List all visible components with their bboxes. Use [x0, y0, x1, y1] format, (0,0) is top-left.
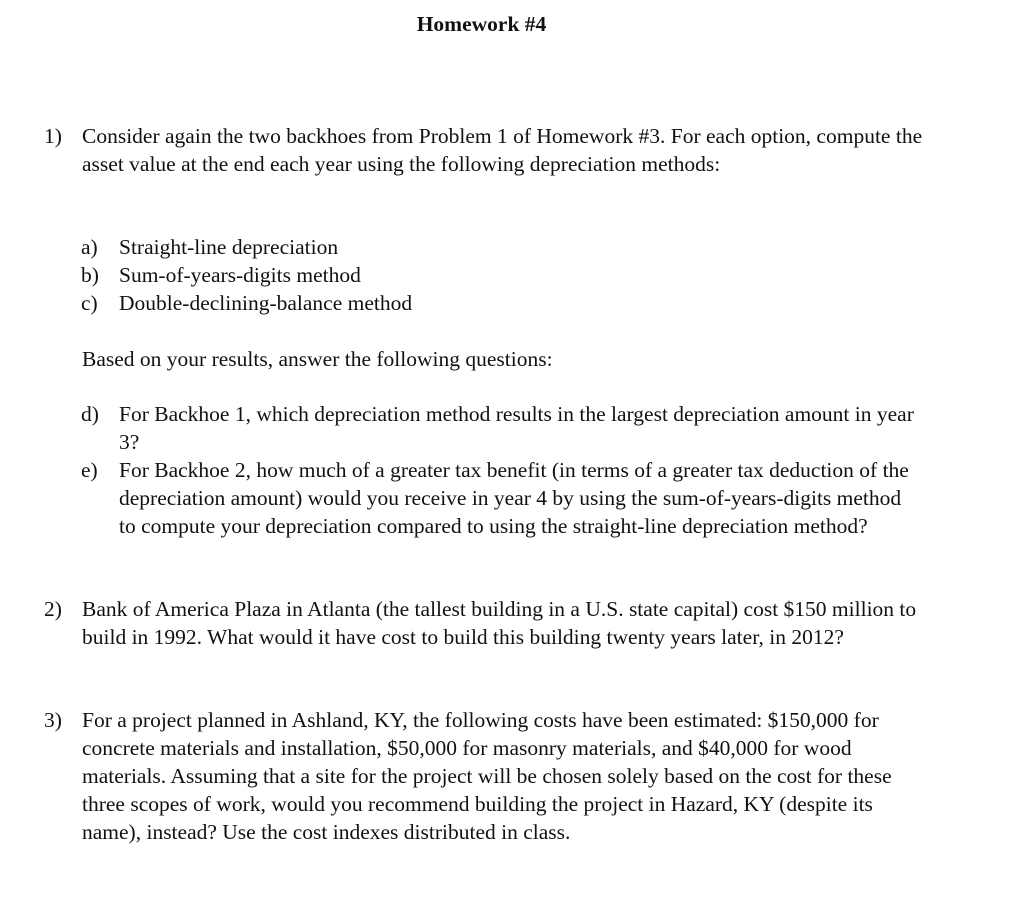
- list-text: Straight-line depreciation: [119, 235, 339, 259]
- problem-number: 1): [44, 124, 62, 148]
- list-label: e): [81, 458, 98, 482]
- problem-2: [44, 595, 924, 651]
- list-label: b): [81, 263, 99, 287]
- method-item-b: [81, 261, 921, 289]
- problem-text: Bank of America Plaza in Atlanta (the tallest building in a U.S. state capital) cost $150 million to build in 1992. What would it have cost to build this building twenty years later, in 2012?: [82, 597, 917, 649]
- questions-intro: Based on your results, answer the following questions:: [82, 347, 553, 371]
- list-text: Double-declining-balance method: [119, 291, 413, 315]
- question-item-e: [81, 456, 921, 540]
- method-item-c: [81, 289, 921, 317]
- problem-1: [44, 122, 924, 178]
- problem-number: 3): [44, 708, 62, 732]
- method-item-a: [81, 233, 921, 261]
- list-text: Sum-of-years-digits method: [119, 263, 361, 287]
- problem-3: [44, 706, 924, 846]
- list-label: c): [81, 291, 98, 315]
- list-text: For Backhoe 2, how much of a greater tax benefit (in terms of a greater tax deduction of the depreciation amount) would you receive in year 4 by using the sum-of-years-digits method to compute your depreciation compared to using the straight-line depreciation method?: [119, 458, 909, 538]
- page-title: Homework #4: [416, 12, 547, 36]
- problem-text: Consider again the two backhoes from Problem 1 of Homework #3. For each option, compute the asset value at the end each year using the following depreciation methods:: [82, 124, 923, 176]
- problem-text: For a project planned in Ashland, KY, the following costs have been estimated: $150,000 for concrete materials and installation, $50,000 for masonry materials, and $40,000 for wood materials. Assuming that a site for the project will be chosen solely based on the cost for these three scopes of work, would you recommend building the project in Hazard, KY (despite its name), instead? Use the cost indexes distributed in class.: [82, 708, 892, 844]
- problem-number: 2): [44, 597, 62, 621]
- list-label: d): [81, 402, 99, 426]
- list-label: a): [81, 235, 98, 259]
- list-text: For Backhoe 1, which depreciation method results in the largest depreciation amount in year 3?: [119, 402, 914, 454]
- question-item-d: [81, 400, 921, 456]
